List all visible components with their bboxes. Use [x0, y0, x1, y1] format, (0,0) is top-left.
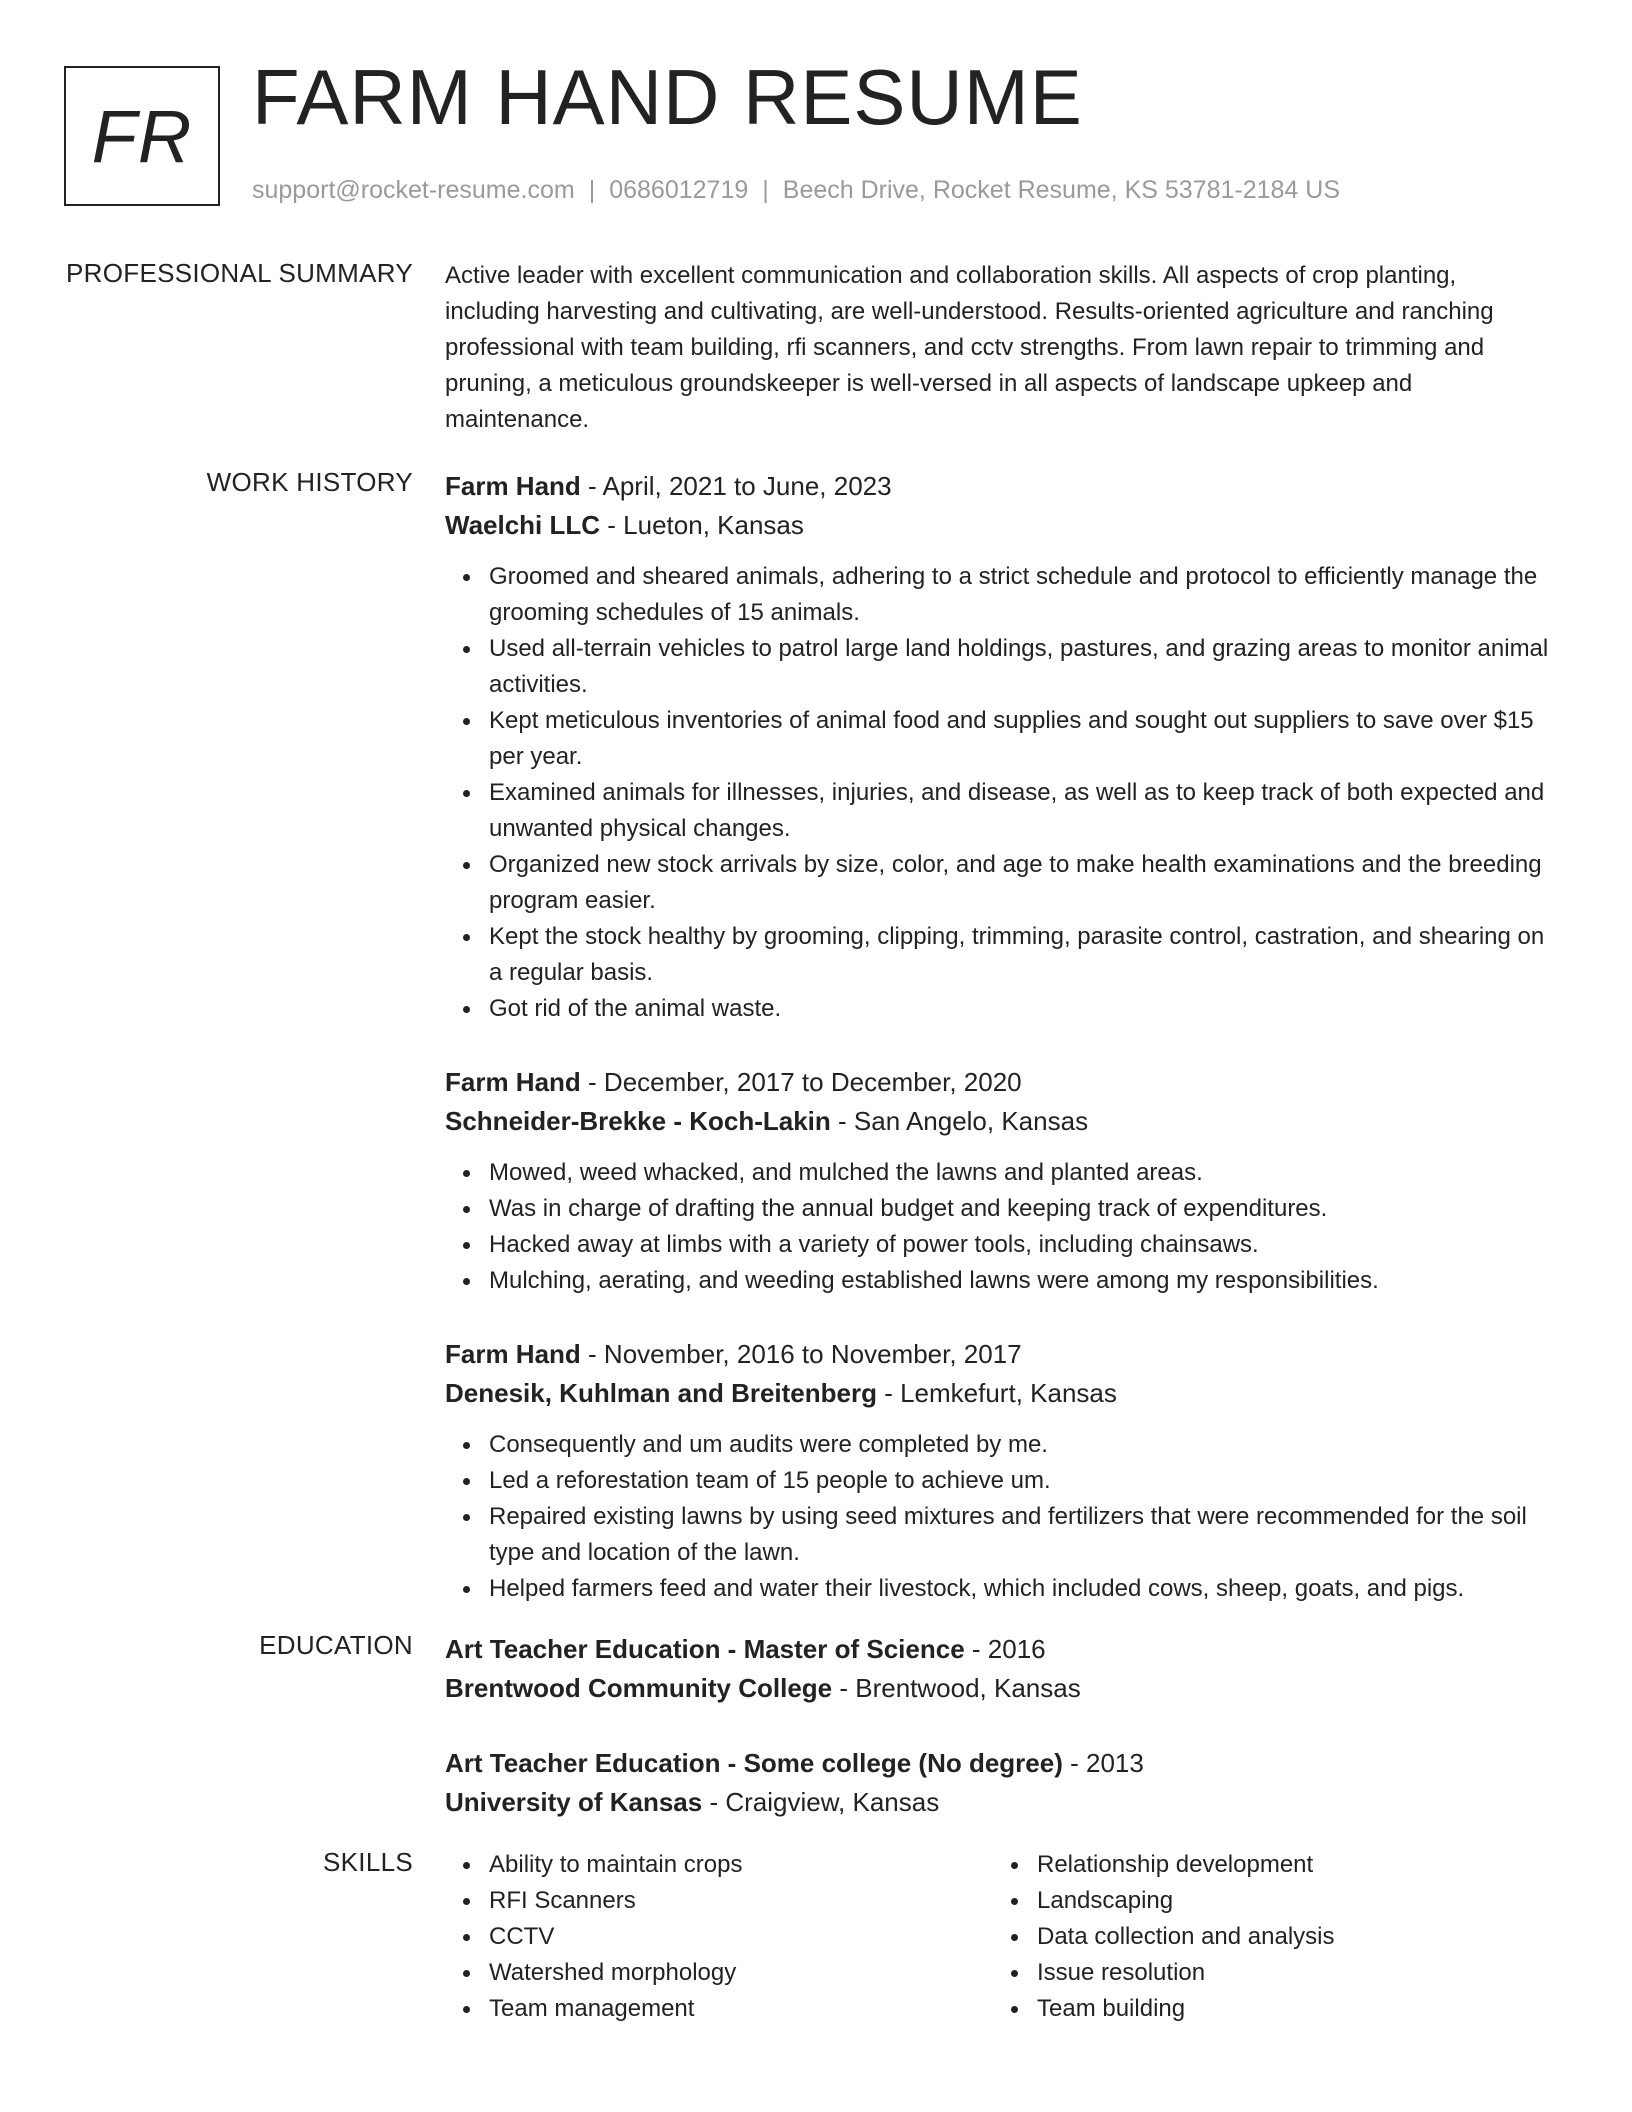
list-item: Used all-terrain vehicles to patrol large land holdings, pastures, and grazing areas to monitor animal activities.	[489, 631, 1550, 703]
job-title-line	[445, 467, 1550, 506]
job-dates: - November, 2016 to November, 2017	[580, 1339, 1022, 1369]
job-entry	[445, 1335, 1550, 1607]
list-item: RFI Scanners	[489, 1883, 993, 1919]
job-role: Farm Hand	[445, 471, 581, 501]
section-body	[445, 467, 1550, 1643]
list-item: Relationship development	[1037, 1847, 1541, 1883]
skills-column-right	[993, 1847, 1541, 2027]
job-company: Schneider-Brekke - Koch-Lakin	[445, 1106, 831, 1136]
skills-list	[445, 1847, 993, 2027]
list-item: Data collection and analysis	[1037, 1919, 1541, 1955]
list-item: Consequently and um audits were completed by me.	[489, 1427, 1550, 1463]
contact-email[interactable]: support@rocket-resume.com	[252, 176, 575, 204]
education-school: Brentwood Community College	[445, 1673, 833, 1703]
list-item: Hacked away at limbs with a variety of power tools, including chainsaws.	[489, 1227, 1550, 1263]
contact-address: Beech Drive, Rocket Resume, KS 53781-2184 US	[782, 176, 1340, 204]
education-school-line	[445, 1783, 1550, 1822]
section-title: SKILLS	[323, 1847, 413, 1877]
education-entry	[445, 1630, 1550, 1708]
section-title: PROFESSIONAL SUMMARY	[66, 258, 413, 288]
skills-grid	[445, 1847, 1550, 2027]
education-degree-line	[445, 1744, 1550, 1783]
job-role: Farm Hand	[445, 1339, 581, 1369]
list-item: Ability to maintain crops	[489, 1847, 993, 1883]
list-item: Organized new stock arrivals by size, color, and age to make health examinations and the breeding program easier.	[489, 847, 1550, 919]
section-title: WORK HISTORY	[206, 467, 413, 497]
list-item: Was in charge of drafting the annual budget and keeping track of expenditures.	[489, 1191, 1550, 1227]
job-bullets	[445, 559, 1550, 1027]
section-body	[445, 1847, 1550, 2027]
education-year: - 2013	[1062, 1748, 1144, 1778]
list-item: Team building	[1037, 1991, 1541, 2027]
resume-title: FARM HAND RESUME	[252, 53, 1083, 141]
list-item: Helped farmers feed and water their livestock, which included cows, sheep, goats, and pigs.	[489, 1571, 1550, 1607]
contact-separator: |	[762, 176, 769, 204]
contact-line	[252, 176, 1340, 205]
monogram-box	[64, 66, 220, 206]
job-location: - Lemkefurt, Kansas	[876, 1378, 1117, 1408]
list-item: Mulching, aerating, and weeding established lawns were among my responsibilities.	[489, 1263, 1550, 1299]
list-item: Repaired existing lawns by using seed mixtures and fertilizers that were recommended for the soil type and location of the lawn.	[489, 1499, 1550, 1571]
skills-column-left	[445, 1847, 993, 2027]
job-dates: - April, 2021 to June, 2023	[580, 471, 892, 501]
education-location: - Craigview, Kansas	[702, 1787, 940, 1817]
job-title-line	[445, 1063, 1550, 1102]
list-item: Issue resolution	[1037, 1955, 1541, 1991]
list-item: Led a reforestation team of 15 people to achieve um.	[489, 1463, 1550, 1499]
list-item: CCTV	[489, 1919, 993, 1955]
job-company: Denesik, Kuhlman and Breitenberg	[445, 1378, 877, 1408]
list-item: Team management	[489, 1991, 993, 2027]
job-title-line	[445, 1335, 1550, 1374]
contact-phone[interactable]: 0686012719	[609, 176, 749, 204]
job-company-line	[445, 506, 1550, 545]
section-title: EDUCATION	[259, 1630, 413, 1660]
job-bullets	[445, 1155, 1550, 1299]
list-item: Examined animals for illnesses, injuries, and disease, as well as to keep track of both expected and unwanted physical changes.	[489, 775, 1550, 847]
list-item: Kept meticulous inventories of animal food and supplies and sought out suppliers to save over $15 per year.	[489, 703, 1550, 775]
education-school: University of Kansas	[445, 1787, 703, 1817]
summary-text: Active leader with excellent communication and collaboration skills. All aspects of crop planting, including harvesting and cultivating, are well-understood. Results-oriented agriculture and ranching professional with team building, rfi scanners, and cctv strengths. From lawn repair to trimming and pruning, a meticulous groundskeeper is well-versed in all aspects of landscape upkeep and maintenance.	[445, 262, 1494, 433]
education-school-line	[445, 1669, 1550, 1708]
education-degree: Art Teacher Education - Some college (No degree)	[445, 1748, 1063, 1778]
list-item: Watershed morphology	[489, 1955, 993, 1991]
education-location: - Brentwood, Kansas	[832, 1673, 1081, 1703]
job-company-line	[445, 1102, 1550, 1141]
job-location: - Lueton, Kansas	[600, 510, 804, 540]
job-company: Waelchi LLC	[445, 510, 601, 540]
section-body	[445, 258, 1550, 438]
job-location: - San Angelo, Kansas	[830, 1106, 1089, 1136]
contact-separator: |	[588, 176, 596, 204]
job-company-line	[445, 1374, 1550, 1413]
education-degree-line	[445, 1630, 1550, 1669]
job-entry	[445, 1063, 1550, 1299]
list-item: Landscaping	[1037, 1883, 1541, 1919]
section-body	[445, 1630, 1550, 1858]
monogram-initials: FR	[91, 94, 193, 178]
job-bullets	[445, 1427, 1550, 1607]
list-item: Kept the stock healthy by grooming, clipping, trimming, parasite control, castration, and shearing on a regular basis.	[489, 919, 1550, 991]
education-year: - 2016	[964, 1634, 1046, 1664]
job-role: Farm Hand	[445, 1067, 581, 1097]
job-entry	[445, 467, 1550, 1027]
education-entry	[445, 1744, 1550, 1822]
job-dates: - December, 2017 to December, 2020	[580, 1067, 1022, 1097]
list-item: Mowed, weed whacked, and mulched the lawns and planted areas.	[489, 1155, 1550, 1191]
education-degree: Art Teacher Education - Master of Science	[445, 1634, 965, 1664]
skills-list	[993, 1847, 1541, 2027]
list-item: Got rid of the animal waste.	[489, 991, 1550, 1027]
list-item: Groomed and sheared animals, adhering to a strict schedule and protocol to efficiently manage the grooming schedules of 15 animals.	[489, 559, 1550, 631]
